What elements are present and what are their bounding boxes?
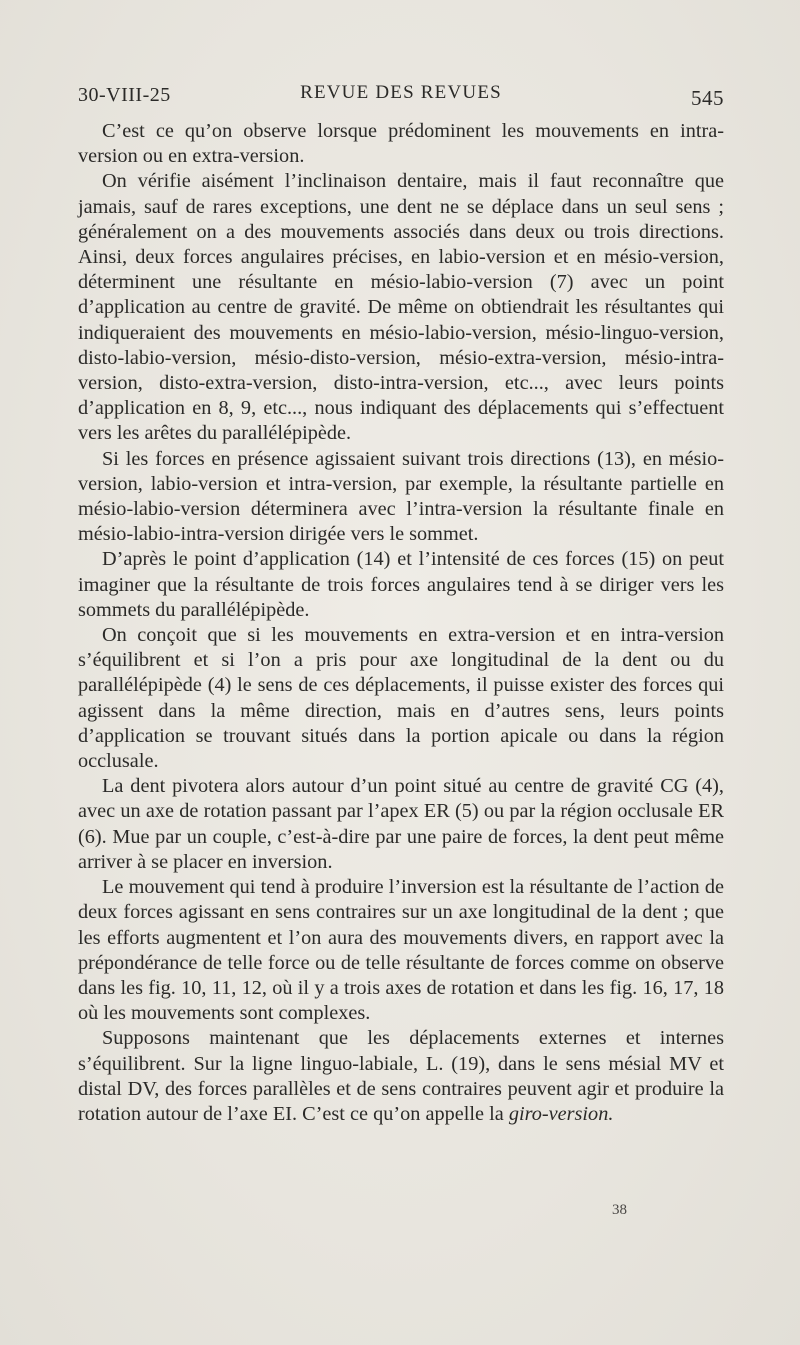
paragraph: Le mouvement qui tend à produire l’inversion est la résultante de l’action de deux forces agissant en sens contraires sur un axe longitudinal de la dent ; que les efforts augmentent et l’on aura des mouvements divers, en rapport avec la prépondérance de telle force ou de telle résultante de forces comme on observe dans les fig. 10, 11, 12, où il y a trois axes de rotation et dans les fig. 16, 17, 18 où les mouvements sont complexes. <box>78 876 724 1025</box>
paragraph: On vérifie aisément l’inclinaison dentaire, mais il faut reconnaître que jamais, sauf de rares exceptions, une dent ne se déplace dans un seul sens ; généralement on a des mouvements associés dans deux ou trois directions. Ainsi, deux forces angulaires précises, en labio-version et en mésio-version, déterminent une résultante en mésio-labio-version (7) avec un point d’application au centre de gravité. De même on obtiendrait les résultantes qui indiqueraient des mouvements en mésio-labio-version, mésio-linguo-version, disto-labio-version, mésio-disto-version, mésio-extra-version, mésio-intra-version, disto-extra-version, disto-intra-version, etc..., avec leurs points d’application en 8, 9, etc..., nous indiquant des déplacements qui s’effectuent vers les arêtes du parallélépipède. <box>78 170 724 445</box>
paragraph: Si les forces en présence agissaient suivant trois directions (13), en mésio-version, labio-version et intra-version, par exemple, la résultante partielle en mésio-labio-version déterminera avec l’intra-version la résultante finale en mésio-labio-intra-version dirigée vers le sommet. <box>78 447 724 546</box>
signature-mark: 38 <box>612 1202 627 1218</box>
running-header <box>78 80 724 114</box>
paragraph: C’est ce qu’on observe lorsque prédominent les mouvements en intra-version ou en extra-version. <box>78 120 724 168</box>
italic-term: giro-version. <box>508 1102 614 1125</box>
body-text <box>78 119 724 1127</box>
header-journal-title: REVUE DES REVUES <box>300 82 502 103</box>
header-date: 30-VIII-25 <box>78 84 171 106</box>
paragraph: On conçoit que si les mouvements en extra-version et en intra-version s’équilibrent et si l’on a pris pour axe longitudinal de la dent ou du parallélépipède (4) le sens de ces déplacements, il puisse exister des forces qui agissent dans la même direction, mais en d’autres sens, leurs points d’application se trouvant situés dans la portion apicale ou dans la région occlusale. <box>78 624 724 773</box>
paragraph: D’après le point d’application (14) et l’intensité de ces forces (15) on peut imaginer que la résultante de trois forces angulaires tend à se diriger vers les sommets du parallélépipède. <box>78 548 724 621</box>
page-number: 545 <box>691 86 724 110</box>
paragraph: La dent pivotera alors autour d’un point situé au centre de gravité CG (4), avec un axe de rotation passant par l’apex ER (5) ou par la région occlusale ER (6). Mue par un couple, c’est-à-dire par une paire de forces, la dent peut même arriver à se placer en inversion. <box>78 775 724 873</box>
paragraph: Supposons maintenant que les déplacements externes et internes s’équilibrent. Sur la ligne linguo-labiale, L. (19), dans le sens mésial MV et distal DV, des forces parallèles et de sens contraires peuvent agir et produire la rotation autour de l’axe EI. C’est ce qu’on appelle la giro-version. <box>78 1027 724 1125</box>
